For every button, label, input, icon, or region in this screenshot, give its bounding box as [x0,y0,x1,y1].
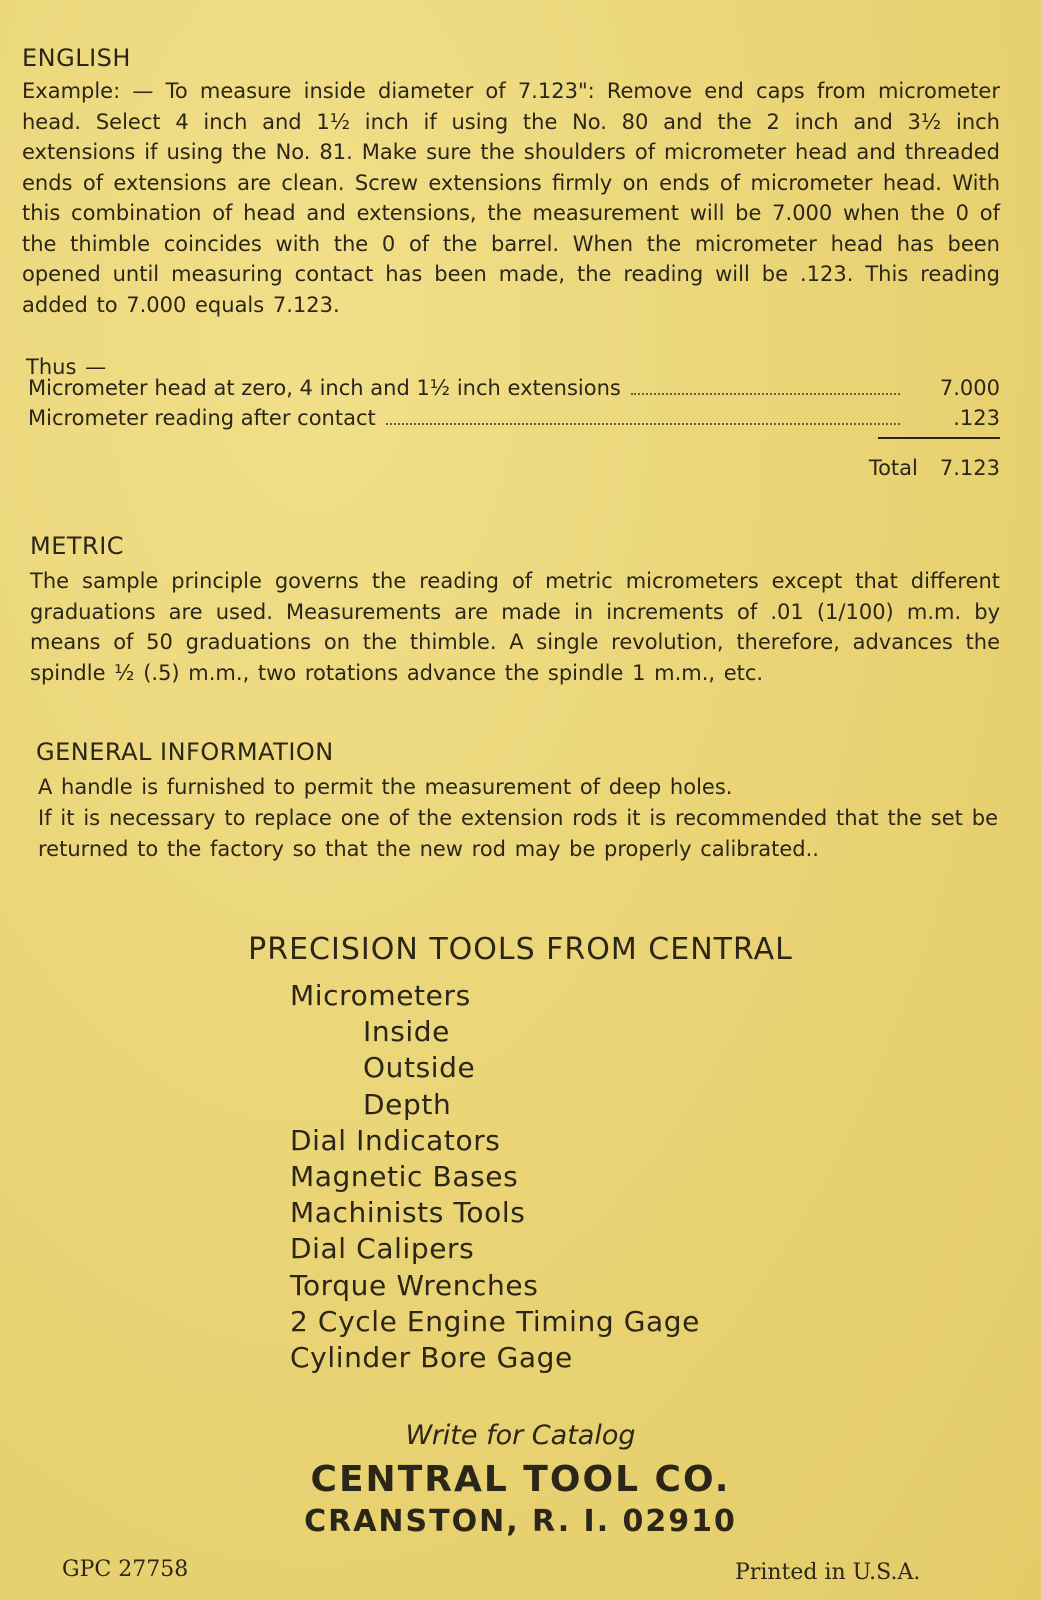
leader-dots [631,393,900,395]
products-heading: PRECISION TOOLS FROM CENTRAL [248,932,793,967]
calc-row-label: Micrometer reading after contact [28,406,376,430]
calc-row-value: 7.000 [939,376,1000,400]
general-paragraph: If it is necessary to replace one of the extension rods it is recommended that the set be returned to the factory so that the new rod may be properly calibrated.. [38,806,998,861]
products-list [290,978,700,1376]
english-paragraph: Example: — To measure inside diameter of 7.123": Remove end caps from micrometer head. Select 4 inch and 1½ inch if using the No. 80 and the 2 inch and 3½ inch extensions if using the No. 81. Make sure the shoulders of micrometer head and threaded ends of extensions are clean. Screw extensions firmly on ends of micrometer head. With this combination of head and extensions, the measurement will be 7.000 when the 0 of the thimble coincides with the 0 of the barrel. When the micrometer head has been opened until measuring contact has been made, the reading will be .123. This reading added to 7.000 equals 7.123. [22,79,1000,317]
general-heading: GENERAL INFORMATION [36,738,334,766]
general-line: A handle is furnished to permit the measurement of deep holes. [38,775,733,799]
calc-row-after-contact [28,406,1000,430]
total-row [838,456,1000,480]
list-item-micrometers: Micrometers [290,979,471,1012]
metric-heading: METRIC [30,532,125,560]
english-heading: ENGLISH [22,44,131,72]
list-item: Outside [363,1051,476,1085]
list-item: Dial Calipers [290,1232,475,1266]
sum-rule [878,437,1000,439]
total-label: Total [868,456,918,480]
list-item: Magnetic Bases [290,1160,519,1194]
company-address: CRANSTON, R. I. 02910 [304,1504,737,1539]
metric-paragraph: The sample principle governs the reading of metric micrometers except that different graduations are used. Measurements are made in increments of .01 (1/100) m.m. by means of 50 graduations on the thimble. A single revolution, therefore, advances the spindle ½ (.5) m.m., two rotations advance the spindle 1 m.m., etc. [30,569,1000,685]
thus-label: Thus — [26,355,107,379]
form-code: GPC 27758 [62,1557,189,1582]
list-item: Dial Indicators [290,1123,501,1157]
calc-row-value: .123 [953,406,1000,430]
list-item: Torque Wrenches [290,1268,539,1302]
calc-row-head-at-zero [28,376,1000,400]
printed-in: Printed in U.S.A. [735,1560,921,1585]
total-value: 7.123 [939,456,1000,480]
company-name: CENTRAL TOOL CO. [310,1459,731,1500]
catalog-line: Write for Catalog [405,1420,636,1451]
leader-dots [386,423,900,425]
list-item: Depth [363,1087,452,1121]
list-item: Machinists Tools [290,1196,526,1230]
list-item: Cylinder Bore Gage [290,1341,573,1375]
list-item: Inside [363,1015,450,1049]
list-item: 2 Cycle Engine Timing Gage [290,1304,700,1338]
calc-row-label: Micrometer head at zero, 4 inch and 1½ inch extensions [28,376,621,400]
